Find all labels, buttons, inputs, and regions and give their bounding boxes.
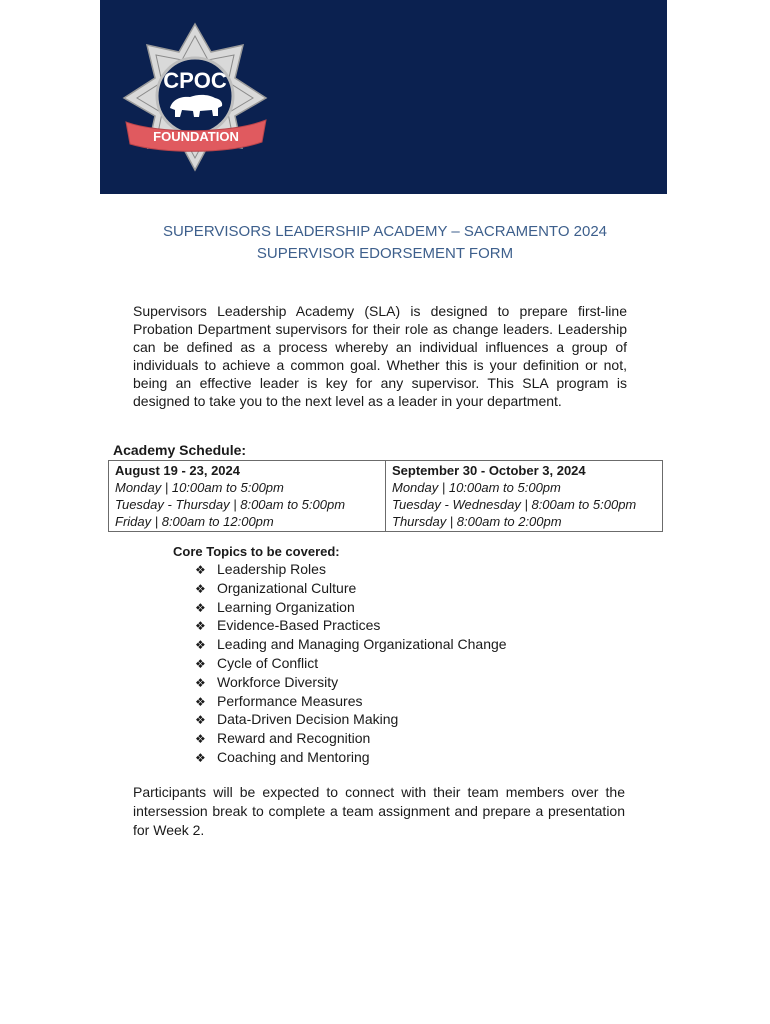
logo-ribbon-text: FOUNDATION xyxy=(153,129,239,144)
diamond-bullet-icon: ❖ xyxy=(195,581,206,596)
week-2-session-3: Thursday | 8:00am to 2:00pm xyxy=(392,514,562,529)
table-row xyxy=(109,461,663,532)
title-line-2: SUPERVISOR EDORSEMENT FORM xyxy=(256,245,514,262)
week-2-session-2: Tuesday - Wednesday | 8:00am to 5:00pm xyxy=(392,497,637,512)
week-2-session-1: Monday | 10:00am to 5:00pm xyxy=(392,480,561,495)
week-1-session-3: Friday | 8:00am to 12:00pm xyxy=(115,514,274,529)
diamond-bullet-icon: ❖ xyxy=(195,656,206,671)
list-item: ❖ Workforce Diversity xyxy=(195,674,507,693)
diamond-bullet-icon: ❖ xyxy=(195,713,206,728)
topics-heading: Core Topics to be covered: xyxy=(173,544,340,559)
week-1-session-2: Tuesday - Thursday | 8:00am to 5:00pm xyxy=(115,497,346,512)
week-2-title: September 30 - October 3, 2024 xyxy=(392,463,586,478)
list-item: ❖ Leadership Roles xyxy=(195,561,507,580)
intro-paragraph: Supervisors Leadership Academy (SLA) is designed to prepare first-line Probation Department supervisors for their role as change leaders. Leadership can be defined as a process whereby an individual influences a group of individuals to achieve a common goal. Whether this is your definition or not, being an effective leader is key for any supervisor. This SLA program is designed to take you to the next level as a leader in your department. xyxy=(133,303,627,409)
list-item: ❖ Leading and Managing Organizational Change xyxy=(195,636,507,655)
week-1-title: August 19 - 23, 2024 xyxy=(115,463,240,478)
list-item: ❖ Data-Driven Decision Making xyxy=(195,711,507,730)
header-banner xyxy=(100,0,667,194)
topics-list xyxy=(195,561,507,768)
logo-top-text: CPOC xyxy=(163,68,227,93)
week-1-session-1: Monday | 10:00am to 5:00pm xyxy=(115,480,284,495)
schedule-heading: Academy Schedule: xyxy=(113,442,247,458)
document-title xyxy=(100,221,670,265)
closing-paragraph: Participants will be expected to connect with their team members over the intersession break to complete a team assignment and prepare a presentation for Week 2. xyxy=(133,784,625,838)
list-item: ❖ Reward and Recognition xyxy=(195,730,507,749)
list-item: ❖ Organizational Culture xyxy=(195,580,507,599)
diamond-bullet-icon: ❖ xyxy=(195,619,206,634)
diamond-bullet-icon: ❖ xyxy=(195,732,206,747)
diamond-bullet-icon: ❖ xyxy=(195,563,206,577)
week-1-cell xyxy=(109,461,386,532)
diamond-bullet-icon: ❖ xyxy=(195,600,206,615)
list-item: ❖ Performance Measures xyxy=(195,693,507,712)
diamond-bullet-icon: ❖ xyxy=(195,750,206,765)
cpoc-foundation-logo xyxy=(120,20,270,175)
title-line-1: SUPERVISORS LEADERSHIP ACADEMY – SACRAMENTO 2024 xyxy=(162,223,608,240)
diamond-bullet-icon: ❖ xyxy=(195,675,206,690)
diamond-bullet-icon: ❖ xyxy=(195,694,206,709)
diamond-bullet-icon: ❖ xyxy=(195,638,206,653)
list-item: ❖ Evidence-Based Practices xyxy=(195,617,507,636)
schedule-table xyxy=(108,460,663,532)
list-item: ❖ Learning Organization xyxy=(195,599,507,618)
list-item: ❖ Cycle of Conflict xyxy=(195,655,507,674)
list-item: ❖ Coaching and Mentoring xyxy=(195,749,507,768)
week-2-cell xyxy=(386,461,663,532)
